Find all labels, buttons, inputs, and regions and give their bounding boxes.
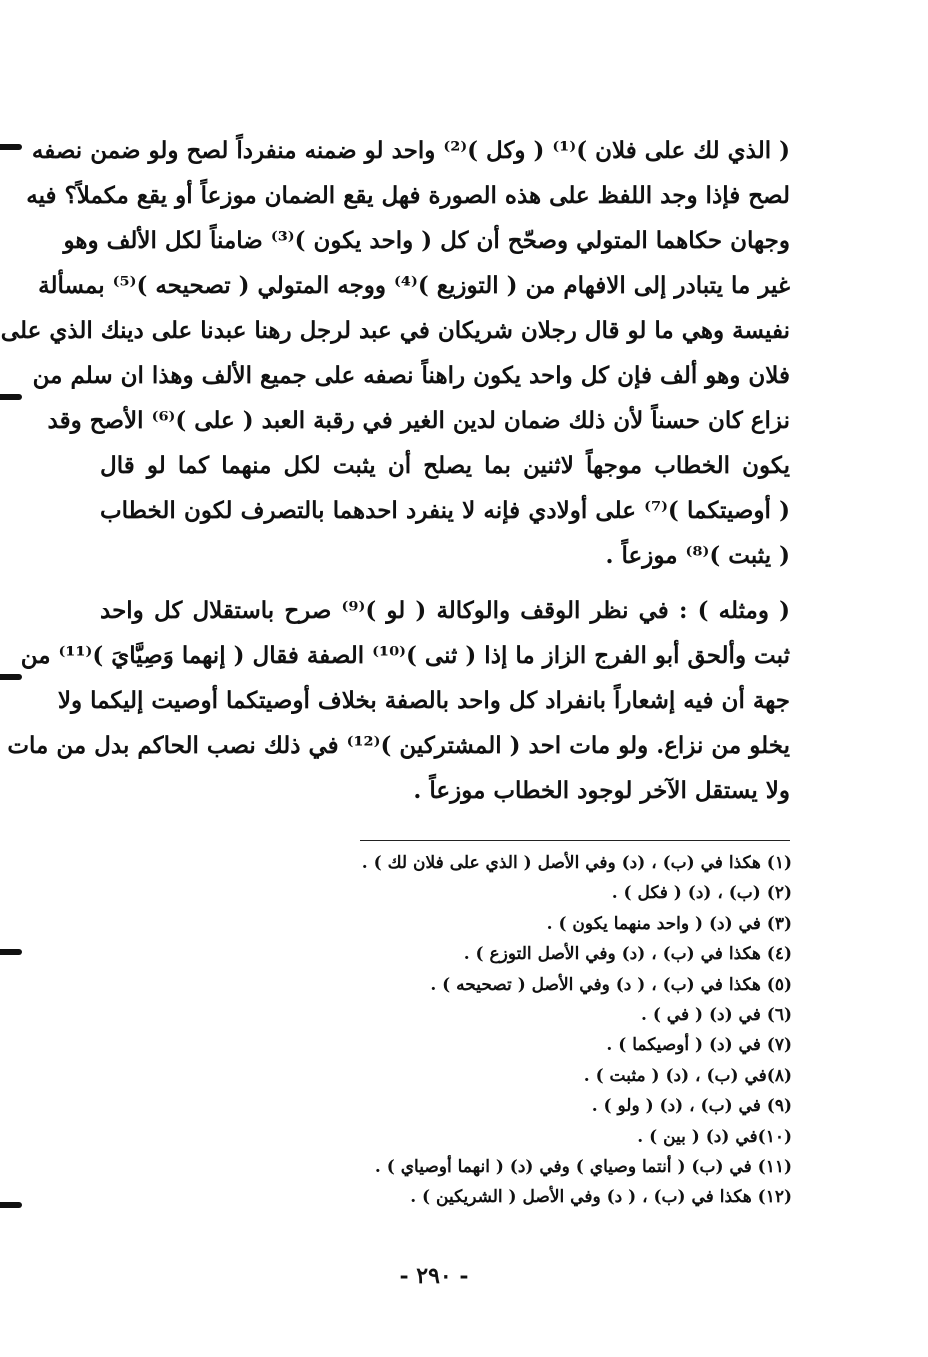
text-line: جهة أن فيه إشعاراً بانفراد كل واحد بالصفة بخلاف أوصيتكما أوصيت إليكما ولا bbox=[57, 687, 790, 714]
page-number: - ٢٩٠ - bbox=[399, 1263, 469, 1289]
footnote: (١) هكذا في (ب) ، (د) وفي الأصل ( الذي على فلان لك ) . bbox=[361, 853, 792, 873]
footnote: (٢) (ب) ، (د) ( فكل ) . bbox=[611, 883, 792, 904]
paragraph-2 bbox=[7, 588, 790, 813]
footnote: (٣) في (د) ( واحد منهما يكون ) . bbox=[546, 913, 792, 934]
main-text bbox=[0, 128, 791, 813]
edge-mark bbox=[0, 140, 24, 154]
text-line: ولا يستقل الآخر لوجود الخطاب موزعاً . bbox=[413, 777, 790, 804]
text-line: ثبت وألحق أبو الفرج الزاز ما إذا ( ثنى )⁽¹⁰⁾ الصفة فقال ( إنهما وَصِيَّايَ )⁽¹¹⁾ من bbox=[20, 642, 790, 669]
edge-mark bbox=[0, 390, 24, 404]
footnote: (١٢) هكذا في (ب) ، ( د) وفي الأصل ( الشريكين ) . bbox=[410, 1187, 792, 1208]
footnote-divider bbox=[360, 840, 790, 841]
text-line: ( يثبت )⁽⁸⁾ موزعاً . bbox=[605, 542, 790, 569]
text-line: وجهان حكاهما المتولي وصحّح أن كل ( واحد يكون )⁽³⁾ ضامناً لكل الألف وهو bbox=[63, 227, 790, 254]
text-line: نزاع كان حسناً لأن ذلك ضمان لدين الغير في رقبة العبد ( على )⁽⁶⁾ الأصح وقد bbox=[47, 407, 790, 434]
edge-mark bbox=[0, 945, 24, 959]
text-line: نفيسة وهي ما لو قال رجلان شريكان في عبد لرجل رهنا عبدنا على دينك الذي على bbox=[0, 317, 790, 344]
text-line: غير ما يتبادر إلى الافهام من ( التوزيع )⁽⁴⁾ ووجه المتولي ( تصحيحه )⁽⁵⁾ بمسألة bbox=[38, 272, 790, 299]
footnote: (٧) في (د) ( أوصيكما ) . bbox=[606, 1035, 792, 1056]
footnote: (١١) في (ب) ( أنتما وصياي ) وفي (د) ( انهما أوصياي ) . bbox=[374, 1156, 792, 1177]
footnote: (٦) في (د) ( في ) . bbox=[641, 1004, 792, 1025]
text-line: يخلو من نزاع. ولو مات احد ( المشتركين )⁽¹²⁾ في ذلك نصب الحاكم بدل من مات bbox=[7, 732, 790, 759]
footnote: (٤) هكذا في (ب) ، (د) وفي الأصل التوزع ) . bbox=[463, 944, 792, 965]
footnote: (٩) في (ب) ، (د) ( ولو ) . bbox=[591, 1096, 792, 1117]
text-line: فلان وهو ألف فإن كل واحد يكون راهناً نصفه على جميع الألف وهذا ان سلم من bbox=[32, 362, 790, 389]
text-line: ( أوصيتكما )⁽⁷⁾ على أولادي فإنه لا ينفرد احدهما بالتصرف لكون الخطاب bbox=[100, 497, 791, 524]
footnotes bbox=[300, 848, 792, 1213]
footnote: (٨)في (ب) ، (د) ( مثبت ) . bbox=[583, 1065, 792, 1086]
text-line: ( ومثله ) : في نظر الوقف والوكالة ( لو )⁽⁹⁾ صرح باستقلال كل واحد bbox=[100, 597, 790, 624]
text-line: لصح فإذا وجد اللفظ على هذه الصورة فهل يقع الضمان موزعاً أو يقع مكملاً؟ فيه bbox=[26, 182, 790, 209]
text-line: ( الذي لك على فلان )⁽¹⁾ ( وكل )⁽²⁾ واحد لو ضمنه منفرداً لصح ولو ضمن نصفه bbox=[31, 137, 790, 164]
footnote: (١٠)في (د) ( بين ) . bbox=[637, 1126, 792, 1147]
text-line: يكون الخطاب موجهاً لاثنين بما يصلح أن يثبت لكل منهما كما لو قال bbox=[100, 452, 790, 479]
footnote: (٥) هكذا في (ب) ، ( د) وفي الأصل ( تصحيحه ) . bbox=[430, 974, 792, 995]
edge-mark bbox=[0, 1198, 24, 1212]
